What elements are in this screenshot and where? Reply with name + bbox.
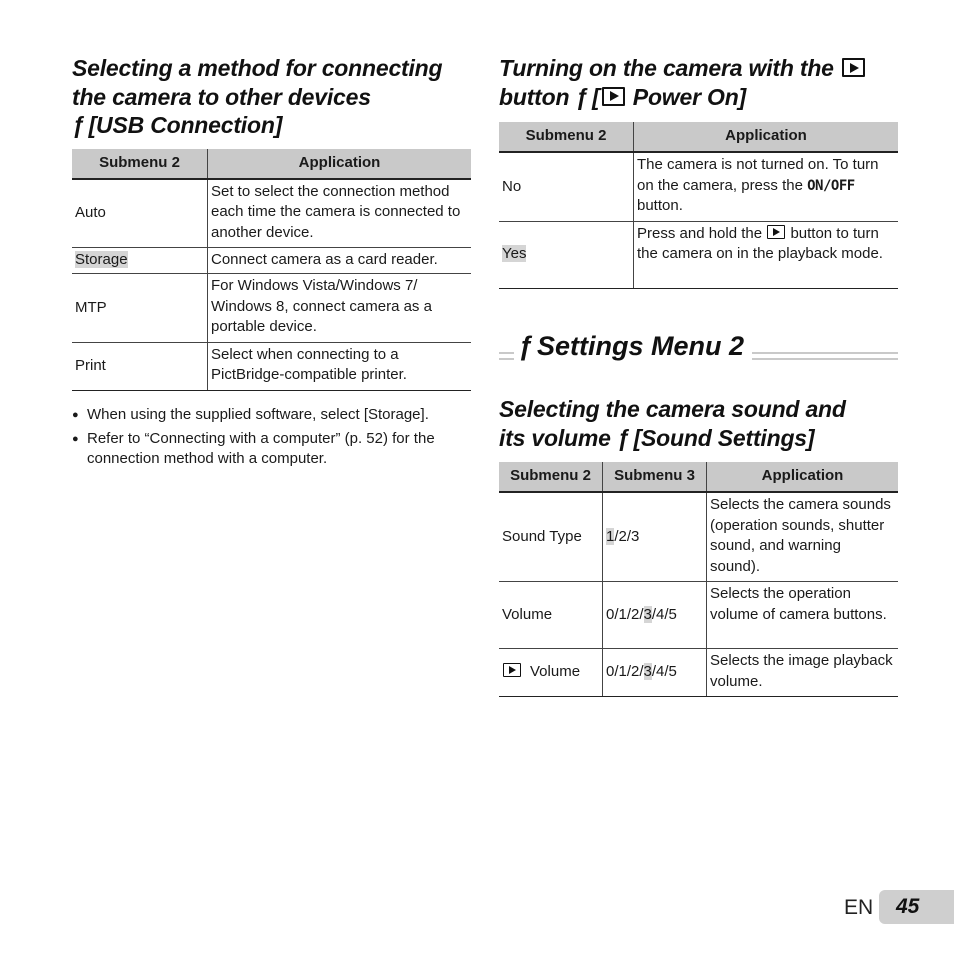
option-text: /2/3: [614, 527, 640, 545]
heading-line-2b: [Sound Settings]: [633, 424, 815, 451]
playback-button-icon: [602, 87, 625, 106]
table-row: [499, 582, 898, 649]
table-header-row: [72, 149, 471, 179]
column-header: Application: [634, 122, 899, 152]
settings-menu-title-text: Settings Menu 2: [537, 331, 745, 361]
application-text: button to turn the camera on in the playback mode.: [637, 224, 883, 262]
sound-settings-section: [499, 395, 898, 697]
sound-settings-heading: [499, 395, 898, 452]
table-row: [499, 152, 898, 221]
right-column: [499, 54, 898, 289]
playback-button-icon: [503, 663, 521, 677]
on-off-button-label: ON/OFF: [807, 177, 855, 194]
option-text: 0/1/2/: [606, 663, 644, 681]
default-setting-highlight: 3: [643, 605, 652, 623]
application-cell: Selects the operation volume of camera buttons.: [707, 582, 899, 649]
playback-button-icon: [767, 225, 785, 239]
default-setting-highlight: Yes: [502, 245, 527, 263]
table-row: [499, 221, 898, 288]
submenu2-cell: Sound Type: [499, 492, 603, 582]
application-cell: [634, 152, 899, 221]
table-row: [72, 179, 471, 248]
submenu-cell: MTP: [72, 274, 208, 343]
default-setting-highlight: 1: [606, 527, 615, 545]
column-header: Application: [208, 149, 472, 179]
application-cell: Selects the image playback volume.: [707, 649, 899, 697]
submenu-cell: Print: [72, 342, 208, 390]
playback-button-icon: [842, 58, 865, 77]
heading-line-3: [USB Connection]: [88, 112, 283, 138]
column-header: Submenu 3: [603, 462, 707, 492]
table-row: [72, 274, 471, 343]
settings-menu-heading: [499, 331, 898, 361]
setup-wrench-icon: ƒ: [518, 331, 534, 361]
application-cell: [634, 221, 899, 288]
default-setting-highlight: Storage: [75, 251, 128, 269]
application-cell: Selects the camera sounds (operation sounds, shutter sound, and warning sound).: [707, 492, 899, 582]
heading-line-2a: button: [499, 83, 570, 110]
table-row: [499, 649, 898, 697]
note-item: ● When using the supplied software, select [Storage].: [72, 405, 471, 425]
application-cell: Select when connecting to a PictBridge-compatible printer.: [208, 342, 472, 390]
left-column: [72, 54, 471, 473]
submenu3-cell: [603, 649, 707, 697]
option-text: 0/1/2/: [606, 605, 644, 623]
table-row: [72, 342, 471, 390]
option-text: /4/5: [651, 605, 677, 623]
table-header-row: [499, 462, 898, 492]
submenu2-cell: [499, 649, 603, 697]
table-row: [72, 248, 471, 274]
sound-settings-table: [499, 462, 898, 697]
submenu-cell: [72, 248, 208, 274]
power-on-heading: [499, 54, 898, 111]
power-on-table: [499, 122, 898, 289]
option-text: /4/5: [651, 663, 677, 681]
heading-line-2b: [: [592, 83, 600, 110]
application-text: Press and hold the: [637, 224, 763, 242]
application-text: button.: [637, 197, 683, 214]
language-label: EN: [844, 896, 874, 919]
usb-connection-table: [72, 149, 471, 391]
application-cell: For Windows Vista/Windows 7/ Windows 8, connect camera as a portable device.: [208, 274, 472, 343]
column-header: Submenu 2: [72, 149, 208, 179]
setup-wrench-icon: ƒ: [575, 83, 589, 110]
submenu3-cell: [603, 492, 707, 582]
submenu-cell: Auto: [72, 179, 208, 248]
column-header: Application: [707, 462, 899, 492]
heading-line-2: the camera to other devices: [72, 83, 371, 110]
submenu2-text: Volume: [530, 663, 581, 681]
submenu-cell: No: [499, 152, 634, 221]
submenu3-cell: [603, 582, 707, 649]
submenu2-cell: Volume: [499, 582, 603, 649]
note-item: ● Refer to “Connecting with a computer” (p. 52) for the connection method with a computer.: [72, 429, 471, 469]
heading-line-1: Turning on the camera with the: [499, 55, 834, 81]
application-text: The camera is not turned on. To turn on the camera, press the: [637, 156, 879, 194]
application-cell: Connect camera as a card reader.: [208, 248, 472, 274]
default-setting-highlight: 3: [643, 663, 652, 681]
submenu-cell: [499, 221, 634, 288]
column-header: Submenu 2: [499, 462, 603, 492]
heading-line-2c: Power On]: [632, 83, 747, 110]
table-row: [499, 492, 898, 582]
notes-list: [72, 405, 471, 469]
application-cell: Set to select the connection method each time the camera is connected to another device.: [208, 179, 472, 248]
settings-menu-title: [514, 331, 752, 361]
heading-line-2a: its volume: [499, 424, 611, 451]
usb-connection-heading: [72, 54, 471, 140]
heading-line-1: Selecting the camera sound and: [499, 396, 846, 422]
table-header-row: [499, 122, 898, 152]
page-number: 45: [879, 890, 954, 924]
heading-line-1: Selecting a method for connecting: [72, 55, 443, 81]
setup-wrench-icon: ƒ: [616, 424, 630, 451]
setup-wrench-icon: ƒ: [72, 112, 85, 138]
column-header: Submenu 2: [499, 122, 634, 152]
